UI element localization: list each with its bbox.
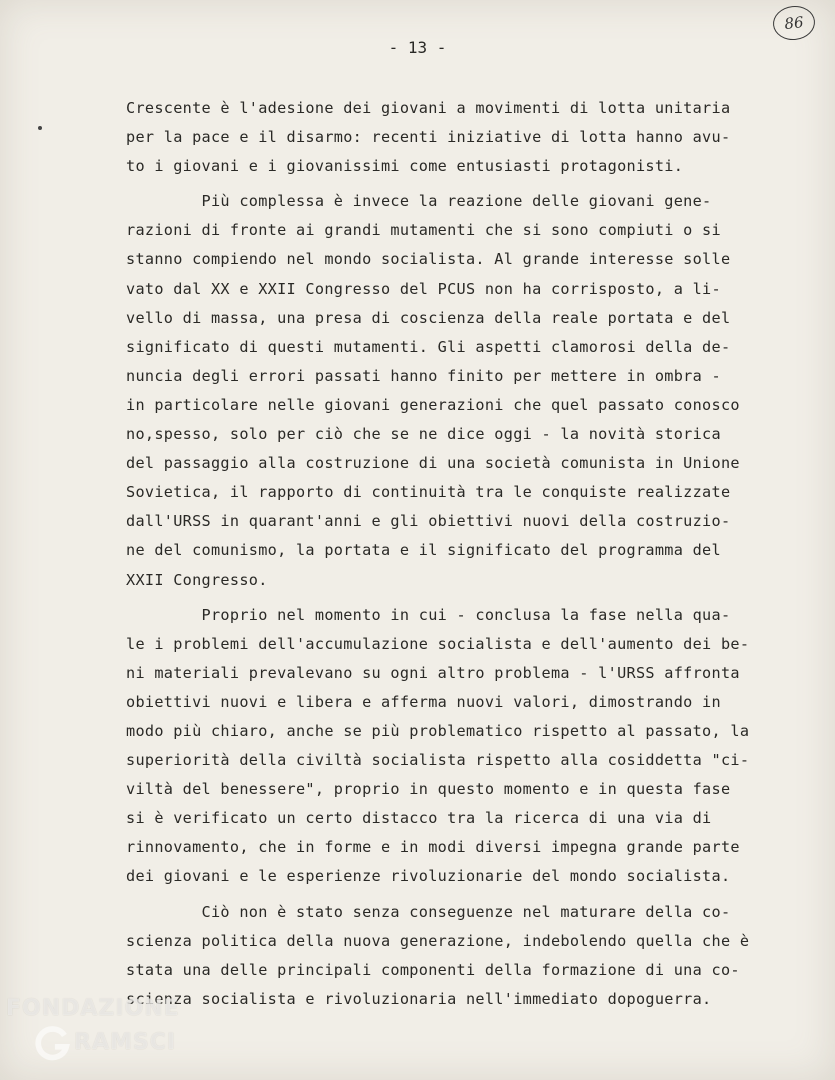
text-line: vello di massa, una presa di coscienza della reale portata e del [126,308,731,327]
text-line: le i problemi dell'accumulazione socialista e dell'aumento dei be- [126,634,750,653]
text-line: Sovietica, il rapporto di continuità tra le conquiste realizzate [126,483,731,502]
text-line: significato di questi mutamenti. Gli aspetti clamorosi della de- [126,337,731,356]
typewritten-text [126,94,796,1014]
text-line: scienza politica della nuova generazione, indebolendo quella che è [126,931,750,950]
text-line: Proprio nel momento in cui - conclusa la fase nella qua- [126,605,731,624]
text-line: no,spesso, solo per ciò che se ne dice oggi - la novità storica [126,425,721,444]
text-line: rinnovamento, che in forme e in modi diversi impegna grande parte [126,838,740,857]
text-line: razioni di fronte ai grandi mutamenti che si sono compiuti o si [126,221,721,240]
text-line: dall'URSS in quarant'anni e gli obiettivi nuovi della costruzio- [126,512,731,531]
archive-stamp: 86 [771,4,816,42]
watermark-line-1: FONDAZIONE [6,996,180,1021]
text-line: Ciò non è stato senza conseguenze nel maturare della co- [126,902,731,921]
text-line: viltà del benessere", proprio in questo momento e in questa fase [126,780,731,799]
page-number: - 13 - [388,38,447,57]
ink-speck [38,126,42,130]
text-line: XXII Congresso. [126,570,268,589]
text-line: modo più chiaro, anche se più problematico rispetto al passato, la [126,721,750,740]
text-line: stanno compiendo nel mondo socialista. Al grande interesse solle [126,250,731,269]
text-line: si è verificato un certo distacco tra la ricerca di una via di [126,809,712,828]
text-line: ni materiali prevalevano su ogni altro problema - l'URSS affronta [126,663,740,682]
text-line: Crescente è l'adesione dei giovani a movimenti di lotta unitaria [126,99,731,117]
text-line: obiettivi nuovi e libera e afferma nuovi valori, dimostrando in [126,692,721,711]
text-line: scienza socialista e rivoluzionaria nell'immediato dopoguerra. [126,989,712,1008]
text-line: Più complessa è invece la reazione delle giovani gene- [126,192,712,211]
text-line: ne del comunismo, la portata e il significato del programma del [126,541,721,560]
watermark-line-2: RAMSCI [74,1030,177,1055]
text-line: nuncia degli errori passati hanno finito per mettere in ombra - [126,366,721,385]
text-line: vato dal XX e XXII Congresso del PCUS non ha corrisposto, a li- [126,279,721,298]
text-line: per la pace e il disarmo: recenti iniziative di lotta hanno avu- [126,128,731,147]
text-line: stata una delle principali componenti della formazione di una co- [126,960,740,979]
text-line: dei giovani e le esperienze rivoluzionarie del mondo socialista. [126,867,731,886]
text-line: del passaggio alla costruzione di una società comunista in Unione [126,454,740,473]
text-line: to i giovani e i giovanissimi come entusiasti protagonisti. [126,157,684,176]
text-line: superiorità della civiltà socialista rispetto alla cosiddetta "ci- [126,751,750,770]
watermark-g-logo-icon [34,1024,72,1062]
text-line: in particolare nelle giovani generazioni che quel passato conosco [126,395,740,414]
